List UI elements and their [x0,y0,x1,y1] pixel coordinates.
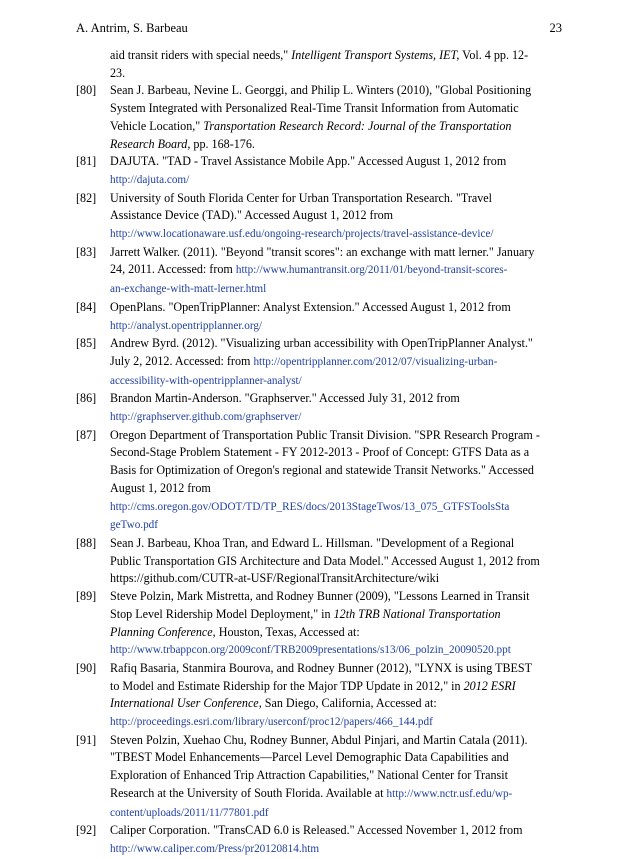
reference-number: [87] [76,427,97,442]
reference-line [110,822,572,840]
reference-segment: Sean J. Barbeau, Nevine L. Georggi, and Philip L. Winters (2010), "Global Positioning [110,83,532,98]
reference-title-italic: Transportation Research Record: Journal of the Transportation [203,118,512,133]
reference-line [110,624,572,642]
reference-list [76,47,572,859]
reference-segment: Assistance Device (TAD)." Accessed August 1, 2012 from [110,208,394,223]
reference-number: [91] [76,732,97,747]
reference-line [110,641,572,660]
reference-number: [89] [76,589,97,604]
reference-line [110,372,572,391]
reference-line [110,480,572,498]
reference-entry [76,47,572,82]
reference-line [110,840,572,859]
reference-segment: Vol. 4 pp. 12- [459,48,529,62]
reference-number: [85] [76,336,97,351]
reference-number: [88] [76,535,97,550]
reference-entry [76,190,572,244]
reference-entry [76,153,572,189]
reference-text [110,244,572,299]
reference-segment: Research at the University of South Florida. Available at [110,785,387,800]
reference-link[interactable]: http://opentripplanner.com/2012/07/visualizing-urban- [253,355,498,368]
reference-line [110,660,572,678]
reference-segment: Steve Polzin, Mark Mistretta, and Rodney Bunner (2009), "Lessons Learned in Transit [110,589,530,604]
reference-text [110,47,572,82]
reference-line [110,535,572,553]
reference-text [110,427,572,535]
reference-line [110,732,572,750]
reference-line [110,713,572,732]
reference-line [110,588,572,606]
reference-entry [76,390,572,426]
reference-line [110,498,572,517]
reference-link[interactable]: http://www.caliper.com/Press/pr20120814.htm [110,842,320,855]
reference-link[interactable]: http://cms.oregon.gov/ODOT/TD/TP_RES/docs/2013StageTwos/13_075_GTFSToolsSta [110,500,510,513]
reference-entry [76,732,572,823]
reference-segment: System Integrated with Personalized Real-Time Transit Information from Automatic [110,101,519,116]
reference-line [110,767,572,785]
reference-link[interactable]: http://www.nctr.usf.edu/wp- [386,787,513,800]
reference-segment: aid transit riders with special needs," [110,48,292,62]
reference-link[interactable]: http://dajuta.com/ [110,173,190,186]
reference-segment: , Houston, Texas, Accessed at: [212,624,360,639]
reference-segment: July 2, 2012. Accessed: from [110,353,254,368]
reference-segment: Andrew Byrd. (2012). "Visualizing urban accessibility with OpenTripPlanner Analyst." [110,336,533,351]
reference-line [110,390,572,408]
reference-line [110,570,572,588]
reference-number: [90] [76,660,97,675]
reference-segment: , San Diego, California, Accessed at: [258,696,437,711]
reference-segment: Vehicle Location," [110,118,204,133]
reference-number: [80] [76,83,97,98]
reference-line [110,171,572,190]
reference-segment: Rafiq Basaria, Stanmira Bourova, and Rodney Bunner (2012), "LYNX is using TBEST [110,660,533,675]
reference-number: [92] [76,823,97,838]
page-number: 23 [549,21,562,35]
reference-segment: OpenPlans. "OpenTripPlanner: Analyst Extension." Accessed August 1, 2012 from [110,299,511,314]
reference-line [110,695,572,713]
reference-entry [76,427,572,535]
reference-link[interactable]: http://analyst.opentripplanner.org/ [110,319,263,332]
reference-entry [76,588,572,660]
reference-line [110,207,572,225]
reference-line [110,785,572,804]
reference-segment: Steven Polzin, Xuehao Chu, Rodney Bunner, Abdul Pinjari, and Martin Catala (2011). [110,732,528,747]
reference-entry [76,822,572,858]
reference-text [110,660,572,732]
reference-title-italic: Planning Conference [110,624,213,639]
reference-entry [76,535,572,588]
reference-text [110,190,572,244]
reference-segment: Sean J. Barbeau, Khoa Tran, and Edward L. Hillsman. "Development of a Regional [110,535,515,550]
reference-line [110,804,572,823]
reference-line [110,299,572,317]
reference-segment: 24, 2011. Accessed: from [110,262,236,277]
reference-line [110,335,572,353]
reference-line [110,516,572,535]
reference-link[interactable]: geTwo.pdf [110,519,158,532]
reference-segment: Brandon Martin-Anderson. "Graphserver." Accessed July 31, 2012 from [110,391,460,406]
reference-line [110,190,572,208]
reference-segment: Oregon Department of Transportation Public Transit Division. "SPR Research Program - [110,427,540,442]
reference-text [110,732,572,823]
reference-link[interactable]: accessibility-with-opentripplanner-analyst/ [110,374,302,387]
reference-line [110,462,572,480]
reference-entry [76,82,572,153]
reference-segment: Stop Level Ridership Model Deployment," in [110,606,334,621]
reference-number [76,47,110,82]
reference-title-italic: International User Conference [110,696,259,711]
reference-line [110,82,572,100]
reference-segment: pp. 168-176. [190,136,255,151]
reference-link[interactable]: http://www.humantransit.org/2011/01/beyond-transit-scores- [235,264,508,277]
reference-line [110,225,572,244]
reference-line [110,136,572,154]
reference-entry [76,660,572,732]
reference-line [110,606,572,624]
reference-line [110,353,572,372]
reference-line [110,65,572,83]
reference-number: [84] [76,299,97,314]
reference-text [110,82,572,153]
reference-number: [82] [76,190,97,205]
reference-number: [83] [76,244,97,259]
reference-text [110,299,572,335]
reference-segment: to Model and Estimate Ridership for the Major TDP Update in 2012," in [110,678,464,693]
reference-title-italic: 12th TRB National Transportation [333,606,501,621]
reference-line [110,678,572,696]
reference-segment: https://github.com/CUTR-at-USF/RegionalTransitArchitecture/wiki [110,571,440,586]
reference-segment: Public Transportation GIS Architecture and Data Model." Accessed August 1, 2012 from [110,553,540,568]
reference-segment: 23. [110,65,126,80]
reference-segment: University of South Florida Center for Urban Transportation Research. "Travel [110,190,493,205]
reference-text [110,153,572,189]
reference-link[interactable]: an-exchange-with-matt-lerner.html [110,283,267,296]
reference-line [110,153,572,171]
reference-line [110,553,572,571]
reference-link[interactable]: http://proceedings.esri.com/library/userconf/proc12/papers/466_144.pdf [110,716,433,729]
reference-segment: Caliper Corporation. "TransCAD 6.0 is Released." Accessed November 1, 2012 from [110,823,523,838]
reference-line [110,408,572,427]
page-header [76,20,562,36]
reference-segment: Jarrett Walker. (2011). "Beyond "transit scores": an exchange with matt lerner." January [110,244,535,259]
reference-text [110,822,572,858]
reference-entry [76,335,572,390]
reference-entry [76,299,572,335]
reference-line [110,280,572,299]
reference-line [110,244,572,262]
reference-title-italic: Research Board, [110,136,191,151]
reference-line [110,749,572,767]
reference-text [110,390,572,426]
reference-line [110,444,572,462]
reference-entry [76,244,572,299]
reference-title-italic: Intelligent Transport Systems, IET, [291,48,460,62]
reference-link[interactable]: http://www.locationaware.usf.edu/ongoing-research/projects/travel-assistance-device/ [110,228,494,241]
header-authors: A. Antrim, S. Barbeau [76,21,188,35]
reference-text [110,535,572,588]
reference-line [110,118,572,136]
reference-segment: Second-Stage Problem Statement - FY 2012-2013 - Proof of Concept: GTFS Data as a [110,445,530,460]
reference-line [110,317,572,336]
reference-number: [81] [76,154,97,169]
reference-line [110,47,572,65]
reference-segment: DAJUTA. "TAD - Travel Assistance Mobile App." Accessed August 1, 2012 from [110,154,507,169]
reference-segment: Basis for Optimization of Oregon's regional and statewide Transit Networks." Accessed [110,463,534,478]
reference-number: [86] [76,391,97,406]
reference-text [110,588,572,660]
reference-segment: Exploration of Enhanced Trip Attraction Capabilities," National Center for Transit [110,768,508,783]
reference-link[interactable]: http://graphserver.github.com/graphserver/ [110,411,302,424]
reference-text [110,335,572,390]
reference-segment: "TBEST Model Enhancements—Parcel Level Demographic Data Capabilities and [110,750,509,765]
reference-title-italic: 2012 ESRI [463,678,516,693]
reference-segment: August 1, 2012 from [110,480,211,495]
reference-line [110,427,572,445]
reference-link[interactable]: content/uploads/2011/11/77801.pdf [110,806,269,819]
reference-line [110,261,572,280]
reference-link[interactable]: http://www.trbappcon.org/2009conf/TRB2009presentations/s13/06_polzin_20090520.ppt [110,644,511,657]
reference-line [110,100,572,118]
